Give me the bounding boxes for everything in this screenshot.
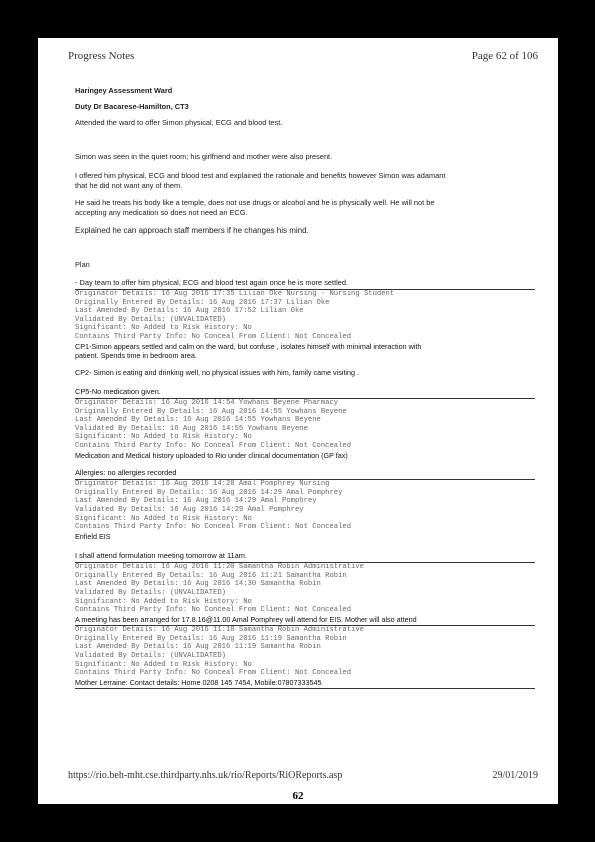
meta-line: Contains Third Party Info: No Conceal From Client: Not Concealed [75,332,352,341]
meta-line: Last Amended By Details: 16 Aug 2016 14:55 Yowhans Beyene [75,416,321,425]
meta-line: Validated By Details: (UNVALIDATED) [75,315,226,324]
note-paragraph: that he did not want any of them. [75,181,183,190]
entry-metadata [75,399,535,451]
entry-note: CP1-Simon appears settled and calm on the ward, but confuse , isolates himself with minimal interaction with [75,341,422,351]
meta-line: Last Amended By Details: 16 Aug 2016 14:30 Samantha Robin [75,580,321,589]
meta-line: Validated By Details: (UNVALIDATED) [75,652,226,661]
page-number: 62 [292,790,304,802]
entry-note: CP2- Simon is eating and drinking well, no physical issues with him, family came visiting . [75,367,360,377]
doctor-name: Duty Dr Bacarese-Hamilton, CT3 [75,102,189,111]
meta-line: Last Amended By Details: 16 Aug 2016 14:29 Amal Pomphrey [75,497,317,506]
meta-line: Significant: No Added to Risk History: No [75,514,252,523]
page-indicator: Page 62 of 106 [471,50,538,62]
meta-line: Last Amended By Details: 16 Aug 2016 17:52 Lilian Oke [75,307,304,316]
meta-line: Originally Entered By Details: 16 Aug 2016 17:37 Lilian Oke [75,298,330,307]
plan-item: - Day team to offer him physical, ECG and blood test again once he is more settled. [75,278,349,287]
document-page [38,38,558,804]
note-paragraph: Explained he can approach staff members if he changes his mind. [75,226,309,235]
meta-line: Originator Details: 16 Aug 2016 14:28 Amal Pomphrey Nursing [75,480,330,489]
entry-divider [75,688,535,689]
meta-line: Significant: No Added to Risk History: No [75,660,252,669]
meta-line: Originator Details: 16 Aug 2016 17:35 Lilian Oke Nursing - Nursing Student [75,290,395,298]
meta-line: Significant: No Added to Risk History: No [75,324,252,333]
entry-metadata [75,563,535,615]
meta-line: Originator Details: 16 Aug 2016 11:20 Samantha Robin Administrative [75,563,364,572]
meta-line: Contains Third Party Info: No Conceal From Client: Not Concealed [75,442,352,451]
entry-heading: I shall attend formulation meeting tomorrow at 11am. [75,551,247,561]
note-paragraph: Simon was seen in the quiet room; his girlfriend and mother were also present. [75,152,333,161]
note-paragraph: He said he treats his body like a temple, does not use drugs or alcohol and he is physically well. He will not be [75,198,435,207]
meta-line: Originally Entered By Details: 16 Aug 2016 14:55 Yowhans Beyene [75,407,347,416]
meta-line: Validated By Details: 16 Aug 2016 14:55 Yowhans Beyene [75,424,308,433]
notes-content [75,86,535,689]
meta-line: Validated By Details: 16 Aug 2016 14:29 Amal Pomphrey [75,505,304,514]
note-paragraph: accepting any medication so does not need an ECG. [75,208,248,217]
entry-note: Medication and Medical history uploaded to Rio under clinical documentation (GP fax) [75,450,348,460]
meta-line: Originator Details: 16 Aug 2016 14:54 Yowhans Beyene Pharmacy [75,399,339,408]
plan-label: Plan [75,260,90,269]
footer-date: 29/01/2019 [492,770,538,781]
document-title: Progress Notes [68,50,135,62]
meta-line: Last Amended By Details: 16 Aug 2016 11:19 Samantha Robin [75,643,321,652]
entry-note: patient. Spends time in bedroom area. [75,351,197,361]
meta-line: Originally Entered By Details: 16 Aug 2016 11:19 Samantha Robin [75,634,347,643]
entry-note: Enfield EIS [75,531,111,541]
meta-line: Contains Third Party Info: No Conceal From Client: Not Concealed [75,606,352,615]
meta-line: Significant: No Added to Risk History: No [75,433,252,442]
note-paragraph: I offered him physical, ECG and blood test and explained the rationale and benefits however Simon was adamant [75,171,446,180]
entry-metadata [75,480,535,532]
meta-line: Contains Third Party Info: No Conceal From Client: Not Concealed [75,669,352,678]
meta-line: Contains Third Party Info: No Conceal From Client: Not Concealed [75,523,352,532]
meta-line: Validated By Details: (UNVALIDATED) [75,588,226,597]
note-paragraph: Attended the ward to offer Simon physical, ECG and blood test. [75,118,283,127]
footer-url: https://rio.beh-mht.cse.thirdparty.nhs.uk/rio/Reports/RiOReports.asp [68,770,343,781]
entry-heading: CP5-No medication given. [75,387,161,397]
meta-line: Significant: No Added to Risk History: No [75,597,252,606]
entry-heading: Allergies: no allergies recorded [75,468,177,478]
meta-line: Originator Details: 16 Aug 2016 11:18 Samantha Robin Administrative [75,626,364,635]
meta-line: Originally Entered By Details: 16 Aug 2016 11:21 Samantha Robin [75,571,347,580]
entry-metadata [75,290,535,342]
entry-note: Mother Lerraine: Contact details: Home 0208 145 7454, Mobile:07807333545 [75,677,322,687]
ward-name: Haringey Assessment Ward [75,86,173,95]
meta-line: Originally Entered By Details: 16 Aug 2016 14:29 Amal Pomphrey [75,488,343,497]
entry-metadata [75,626,535,678]
entry-note: A meeting has been arranged for 17.8.16@11.00 Amal Pomphrey will attend for EIS. Mother will also attend [75,614,417,624]
